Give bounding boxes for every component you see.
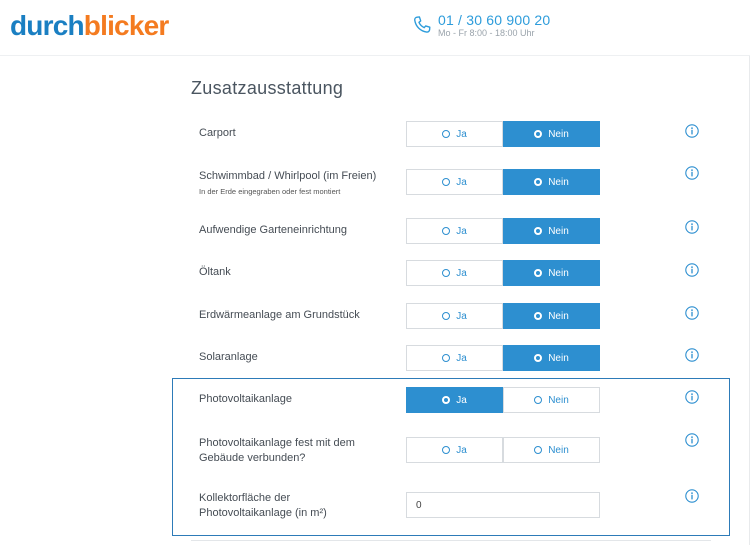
photovoltaik-verbunden-toggle: [406, 437, 600, 463]
info-icon[interactable]: [685, 263, 699, 277]
row-label: Aufwendige Garteneinrichtung: [199, 224, 347, 236]
option-label: Nein: [548, 444, 569, 456]
option-label: Nein: [548, 128, 569, 140]
row-label: Solaranlage: [199, 351, 258, 363]
option-label: Ja: [456, 444, 467, 456]
option-label: Ja: [456, 352, 467, 364]
radio-icon: [534, 227, 542, 235]
radio-icon: [534, 446, 542, 454]
option-nein[interactable]: [503, 169, 600, 195]
radio-icon: [534, 312, 542, 320]
radio-icon: [442, 396, 450, 404]
radio-icon: [442, 269, 450, 277]
radio-icon: [534, 178, 542, 186]
kollektorflaeche-input[interactable]: [406, 492, 600, 518]
site-header: [0, 0, 750, 56]
info-icon[interactable]: [685, 306, 699, 320]
option-label: Ja: [456, 128, 467, 140]
row-label: Öltank: [199, 266, 231, 278]
option-ja[interactable]: [406, 169, 503, 195]
option-label: Ja: [456, 176, 467, 188]
row-label: Carport: [199, 127, 236, 139]
garteneinrichtung-toggle: [406, 218, 600, 244]
section-divider: [191, 540, 711, 541]
option-ja[interactable]: [406, 387, 503, 413]
logo-part-durch: durch: [10, 10, 84, 41]
info-icon[interactable]: [685, 348, 699, 362]
info-icon[interactable]: [685, 489, 699, 503]
row-kollektorflaeche: [191, 491, 711, 521]
option-label: Nein: [548, 352, 569, 364]
row-schwimmbad: [191, 168, 711, 198]
row-label: [199, 491, 327, 521]
row-photovoltaik-fest-verbunden: [191, 436, 711, 466]
row-sublabel: In der Erde eingegraben oder fest montiert: [199, 187, 341, 196]
phone-hours: Mo - Fr 8:00 - 18:00 Uhr: [438, 28, 535, 38]
option-label: Nein: [548, 394, 569, 406]
row-label: Photovoltaikanlage: [199, 393, 292, 405]
radio-icon: [534, 269, 542, 277]
row-label: Erdwärmeanlage am Grundstück: [199, 309, 360, 321]
option-label: Nein: [548, 267, 569, 279]
oeltank-toggle: [406, 260, 600, 286]
phone-number[interactable]: 01 / 30 60 900 20: [438, 12, 551, 28]
row-photovoltaikanlage: [191, 387, 711, 413]
radio-icon: [442, 227, 450, 235]
option-label: Nein: [548, 310, 569, 322]
radio-icon: [442, 178, 450, 186]
row-label-line2: Photovoltaikanlage (in m²): [199, 507, 327, 519]
row-label-line1: Photovoltaikanlage fest mit dem: [199, 437, 355, 449]
radio-icon: [534, 396, 542, 404]
logo[interactable]: [10, 9, 168, 43]
row-label: Schwimmbad / Whirlpool (im Freien): [199, 170, 377, 182]
solaranlage-toggle: [406, 345, 600, 371]
info-icon[interactable]: [685, 220, 699, 234]
option-nein[interactable]: [503, 387, 600, 413]
photovoltaikanlage-toggle: [406, 387, 600, 413]
option-ja[interactable]: [406, 303, 503, 329]
option-label: Ja: [456, 394, 467, 406]
schwimmbad-toggle: [406, 169, 600, 195]
info-icon[interactable]: [685, 124, 699, 138]
radio-icon: [534, 130, 542, 138]
option-ja[interactable]: [406, 260, 503, 286]
option-label: Ja: [456, 310, 467, 322]
radio-icon: [534, 354, 542, 362]
info-icon[interactable]: [685, 433, 699, 447]
section-title: Zusatzausstattung: [191, 78, 344, 98]
erdwaermeanlage-toggle: [406, 303, 600, 329]
row-solaranlage: [191, 345, 711, 371]
row-oeltank: [191, 260, 711, 286]
option-label: Nein: [548, 225, 569, 237]
row-carport: [191, 121, 711, 147]
phone-icon[interactable]: [411, 14, 433, 36]
row-erdwaermeanlage: [191, 303, 711, 329]
option-ja[interactable]: [406, 121, 503, 147]
info-icon[interactable]: [685, 390, 699, 404]
radio-icon: [442, 446, 450, 454]
option-nein[interactable]: [503, 218, 600, 244]
option-ja[interactable]: [406, 437, 503, 463]
option-ja[interactable]: [406, 218, 503, 244]
option-nein[interactable]: [503, 121, 600, 147]
option-nein[interactable]: [503, 303, 600, 329]
option-nein[interactable]: [503, 260, 600, 286]
option-label: Ja: [456, 267, 467, 279]
option-label: Ja: [456, 225, 467, 237]
carport-toggle: [406, 121, 600, 147]
row-garteneinrichtung: [191, 218, 711, 244]
logo-part-blicker: blicker: [83, 10, 169, 41]
radio-icon: [442, 312, 450, 320]
option-ja[interactable]: [406, 345, 503, 371]
row-label-line2: Gebäude verbunden?: [199, 452, 306, 464]
option-nein[interactable]: [503, 345, 600, 371]
row-label: [199, 436, 355, 466]
radio-icon: [442, 354, 450, 362]
info-icon[interactable]: [685, 166, 699, 180]
radio-icon: [442, 130, 450, 138]
option-label: Nein: [548, 176, 569, 188]
row-label-line1: Kollektorfläche der: [199, 492, 291, 504]
option-nein[interactable]: [503, 437, 600, 463]
